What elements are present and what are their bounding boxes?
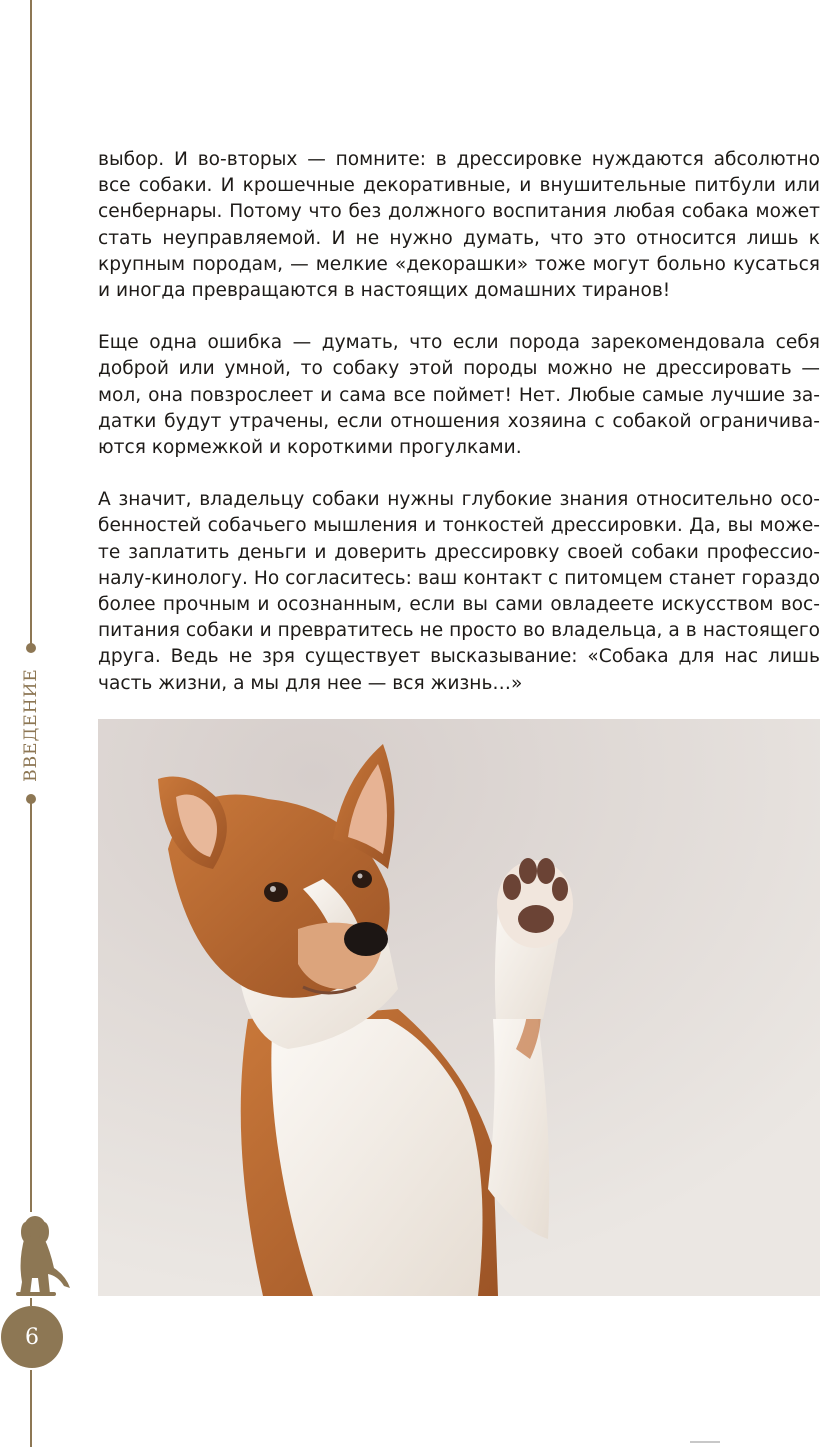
basenji-illustration [98, 719, 820, 1296]
margin-rule-connector [30, 1298, 32, 1306]
sitting-dog-icon [8, 1212, 72, 1298]
section-label: ВВЕДЕНИЕ [21, 668, 41, 782]
page-number-badge: 6 [1, 1306, 63, 1368]
margin-rule-bottom [30, 1370, 32, 1447]
margin-rule-middle [30, 800, 32, 1212]
paragraph-2: Еще одна ошибка — думать, что если порода зарекомендовала себя доброй или умной, то собаку этой породы можно не дрессировать — мол, она повзрослеет и сама все поймет! Нет. Любые самые лучшие задатки будут утрачены, если отношения хозяина с собакой ограничиваются кормежкой и короткими прогулками. [98, 332, 820, 459]
dog-photo [98, 719, 820, 1296]
paragraph-3: А значит, владельцу собаки нужны глубокие знания относительно особенностей собачьего мышления и тонкостей дрессировки. Да, вы можете заплатить деньги и доверить дрессировку своей собаки профессионалу-кинологу. Но согласитесь: ваш контакт с питомцем станет гораздо более прочным и осознанным, если вы сами овладеете искусством воспитания собаки и превратитесь не просто во владельца, а в настоящего друга. Ведь не зря существует высказывание: «Собака для нас лишь часть жизни, а мы для нее — вся жизнь…» [98, 489, 820, 694]
body-text [98, 147, 820, 723]
margin-rule-dot-top [26, 643, 36, 653]
corner-mark [690, 1441, 720, 1443]
margin-rule-top [30, 0, 32, 646]
paragraph-1: выбор. И во-вторых — помните: в дрессировке нуждаются абсолютно все собаки. И крошечные декоративные, и внушительные питбули или сенбернары. Потому что без должного воспитания любая собака может стать неуправляемой. И не нужно думать, что это относится лишь к крупным породам, — мелкие «декорашки» тоже могут больно кусаться и иногда превращаются в настоящих домашних тиранов! [98, 149, 820, 302]
